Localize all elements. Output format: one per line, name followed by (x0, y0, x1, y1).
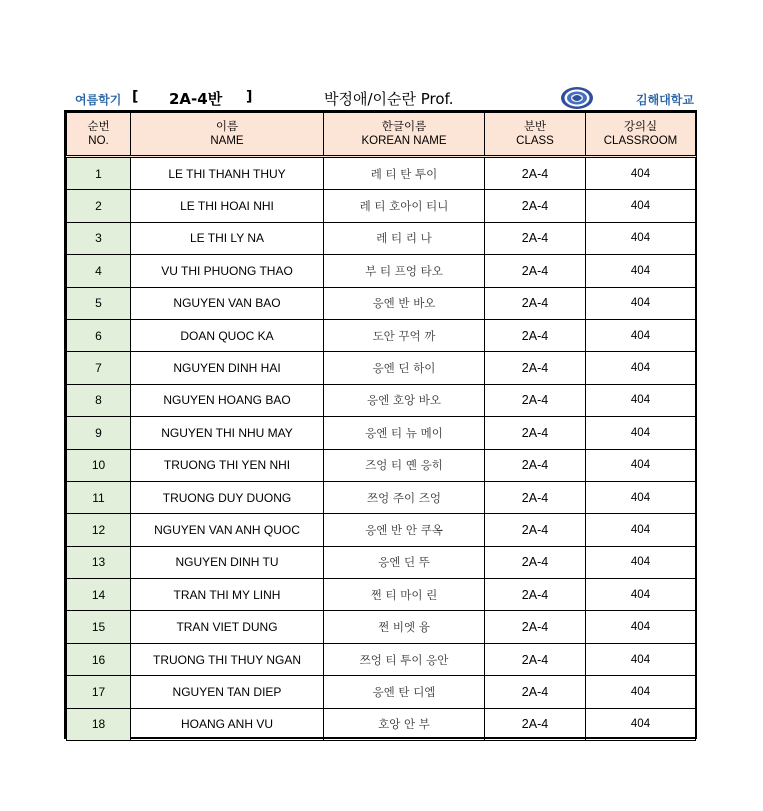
korean-name-cell: 레 티 호아이 티니 (324, 190, 485, 222)
classroom-cell: 404 (586, 255, 696, 287)
classroom-cell: 404 (586, 222, 696, 254)
class-cell: 2A-4 (485, 287, 586, 319)
table-row (67, 352, 696, 384)
table-row (67, 157, 696, 190)
roster-header (66, 86, 696, 110)
korean-name-cell: 응엔 티 뉴 메이 (324, 417, 485, 449)
class-cell: 2A-4 (485, 222, 586, 254)
professor-name: 박정애/이순란 Prof. (324, 90, 454, 108)
table-row (67, 319, 696, 351)
class-cell: 2A-4 (485, 481, 586, 513)
class-cell: 2A-4 (485, 708, 586, 740)
korean-name-cell: 쯔엉 티 투이 응안 (324, 643, 485, 675)
student-name-cell: NGUYEN THI NHU MAY (131, 417, 324, 449)
column-header-name: 이름 NAME (131, 113, 324, 157)
korean-name-cell: 부 티 프엉 타오 (324, 255, 485, 287)
student-number-cell: 18 (67, 708, 131, 740)
class-cell: 2A-4 (485, 449, 586, 481)
table-row (67, 708, 696, 740)
student-number-cell: 7 (67, 352, 131, 384)
table-row (67, 546, 696, 578)
bracket-close: ] (246, 89, 253, 105)
column-header-korean-name: 한글이름 KOREAN NAME (324, 113, 485, 157)
table-row (67, 579, 696, 611)
student-number-cell: 2 (67, 190, 131, 222)
student-name-cell: TRUONG THI THUY NGAN (131, 643, 324, 675)
student-name-cell: NGUYEN VAN BAO (131, 287, 324, 319)
classroom-cell: 404 (586, 157, 696, 190)
table-row (67, 611, 696, 643)
student-number-cell: 5 (67, 287, 131, 319)
class-cell: 2A-4 (485, 514, 586, 546)
class-cell: 2A-4 (485, 319, 586, 351)
bracket-open: [ (132, 89, 139, 105)
table-row (67, 481, 696, 513)
student-name-cell: TRAN THI MY LINH (131, 579, 324, 611)
korean-name-cell: 쩐 티 마이 린 (324, 579, 485, 611)
classroom-cell: 404 (586, 611, 696, 643)
table-row (67, 449, 696, 481)
korean-name-cell: 레 티 리 나 (324, 222, 485, 254)
student-name-cell: NGUYEN DINH TU (131, 546, 324, 578)
student-number-cell: 15 (67, 611, 131, 643)
classroom-cell: 404 (586, 579, 696, 611)
student-name-cell: TRAN VIET DUNG (131, 611, 324, 643)
term-label: 여름학기 (75, 93, 122, 107)
student-name-cell: NGUYEN VAN ANH QUOC (131, 514, 324, 546)
korean-name-cell: 응엔 호앙 바오 (324, 384, 485, 416)
school-name: 김해대학교 (636, 93, 694, 107)
student-number-cell: 6 (67, 319, 131, 351)
classroom-cell: 404 (586, 417, 696, 449)
table-row (67, 255, 696, 287)
student-name-cell: LE THI HOAI NHI (131, 190, 324, 222)
class-cell: 2A-4 (485, 676, 586, 708)
table-row (67, 222, 696, 254)
column-header-class: 분반 CLASS (485, 113, 586, 157)
student-name-cell: NGUYEN DINH HAI (131, 352, 324, 384)
roster-table (66, 112, 696, 741)
student-name-cell: LE THI LY NA (131, 222, 324, 254)
classroom-cell: 404 (586, 449, 696, 481)
korean-name-cell: 응엔 반 바오 (324, 287, 485, 319)
student-number-cell: 11 (67, 481, 131, 513)
class-cell: 2A-4 (485, 643, 586, 675)
korean-name-cell: 쩐 비엣 융 (324, 611, 485, 643)
korean-name-cell: 호앙 안 부 (324, 708, 485, 740)
column-header-no: 순번 NO. (67, 113, 131, 157)
korean-name-cell: 도안 꾸억 까 (324, 319, 485, 351)
student-number-cell: 9 (67, 417, 131, 449)
classroom-cell: 404 (586, 643, 696, 675)
korean-name-cell: 응엔 딘 하이 (324, 352, 485, 384)
class-cell: 2A-4 (485, 611, 586, 643)
table-row (67, 190, 696, 222)
classroom-cell: 404 (586, 676, 696, 708)
class-cell: 2A-4 (485, 546, 586, 578)
classroom-cell: 404 (586, 708, 696, 740)
class-cell: 2A-4 (485, 384, 586, 416)
korean-name-cell: 즈엉 티 옌 응히 (324, 449, 485, 481)
student-name-cell: TRUONG DUY DUONG (131, 481, 324, 513)
korean-name-cell: 응엔 반 안 쿠옥 (324, 514, 485, 546)
student-number-cell: 16 (67, 643, 131, 675)
classroom-cell: 404 (586, 287, 696, 319)
student-number-cell: 17 (67, 676, 131, 708)
roster-sheet (64, 110, 697, 739)
table-row (67, 643, 696, 675)
student-number-cell: 8 (67, 384, 131, 416)
student-name-cell: VU THI PHUONG THAO (131, 255, 324, 287)
class-cell: 2A-4 (485, 190, 586, 222)
student-number-cell: 12 (67, 514, 131, 546)
student-number-cell: 10 (67, 449, 131, 481)
class-cell: 2A-4 (485, 255, 586, 287)
classroom-cell: 404 (586, 190, 696, 222)
table-header-row (67, 113, 696, 157)
table-row (67, 417, 696, 449)
classroom-cell: 404 (586, 384, 696, 416)
student-name-cell: HOANG ANH VU (131, 708, 324, 740)
classroom-cell: 404 (586, 546, 696, 578)
korean-name-cell: 쯔엉 주이 즈엉 (324, 481, 485, 513)
class-cell: 2A-4 (485, 157, 586, 190)
classroom-cell: 404 (586, 514, 696, 546)
student-name-cell: DOAN QUOC KA (131, 319, 324, 351)
class-cell: 2A-4 (485, 579, 586, 611)
student-number-cell: 3 (67, 222, 131, 254)
table-row (67, 384, 696, 416)
student-name-cell: LE THI THANH THUY (131, 157, 324, 190)
class-cell: 2A-4 (485, 417, 586, 449)
class-cell: 2A-4 (485, 352, 586, 384)
classroom-cell: 404 (586, 319, 696, 351)
student-name-cell: NGUYEN TAN DIEP (131, 676, 324, 708)
student-number-cell: 13 (67, 546, 131, 578)
korean-name-cell: 응엔 딘 뚜 (324, 546, 485, 578)
korean-name-cell: 레 티 탄 투이 (324, 157, 485, 190)
student-name-cell: TRUONG THI YEN NHI (131, 449, 324, 481)
student-number-cell: 14 (67, 579, 131, 611)
student-number-cell: 4 (67, 255, 131, 287)
student-number-cell: 1 (67, 157, 131, 190)
university-seal-icon (560, 86, 594, 110)
class-name: 2A-4반 (169, 90, 223, 108)
table-row (67, 514, 696, 546)
korean-name-cell: 응엔 탄 디엡 (324, 676, 485, 708)
table-row (67, 287, 696, 319)
student-name-cell: NGUYEN HOANG BAO (131, 384, 324, 416)
classroom-cell: 404 (586, 352, 696, 384)
classroom-cell: 404 (586, 481, 696, 513)
column-header-classroom: 강의실 CLASSROOM (586, 113, 696, 157)
table-row (67, 676, 696, 708)
